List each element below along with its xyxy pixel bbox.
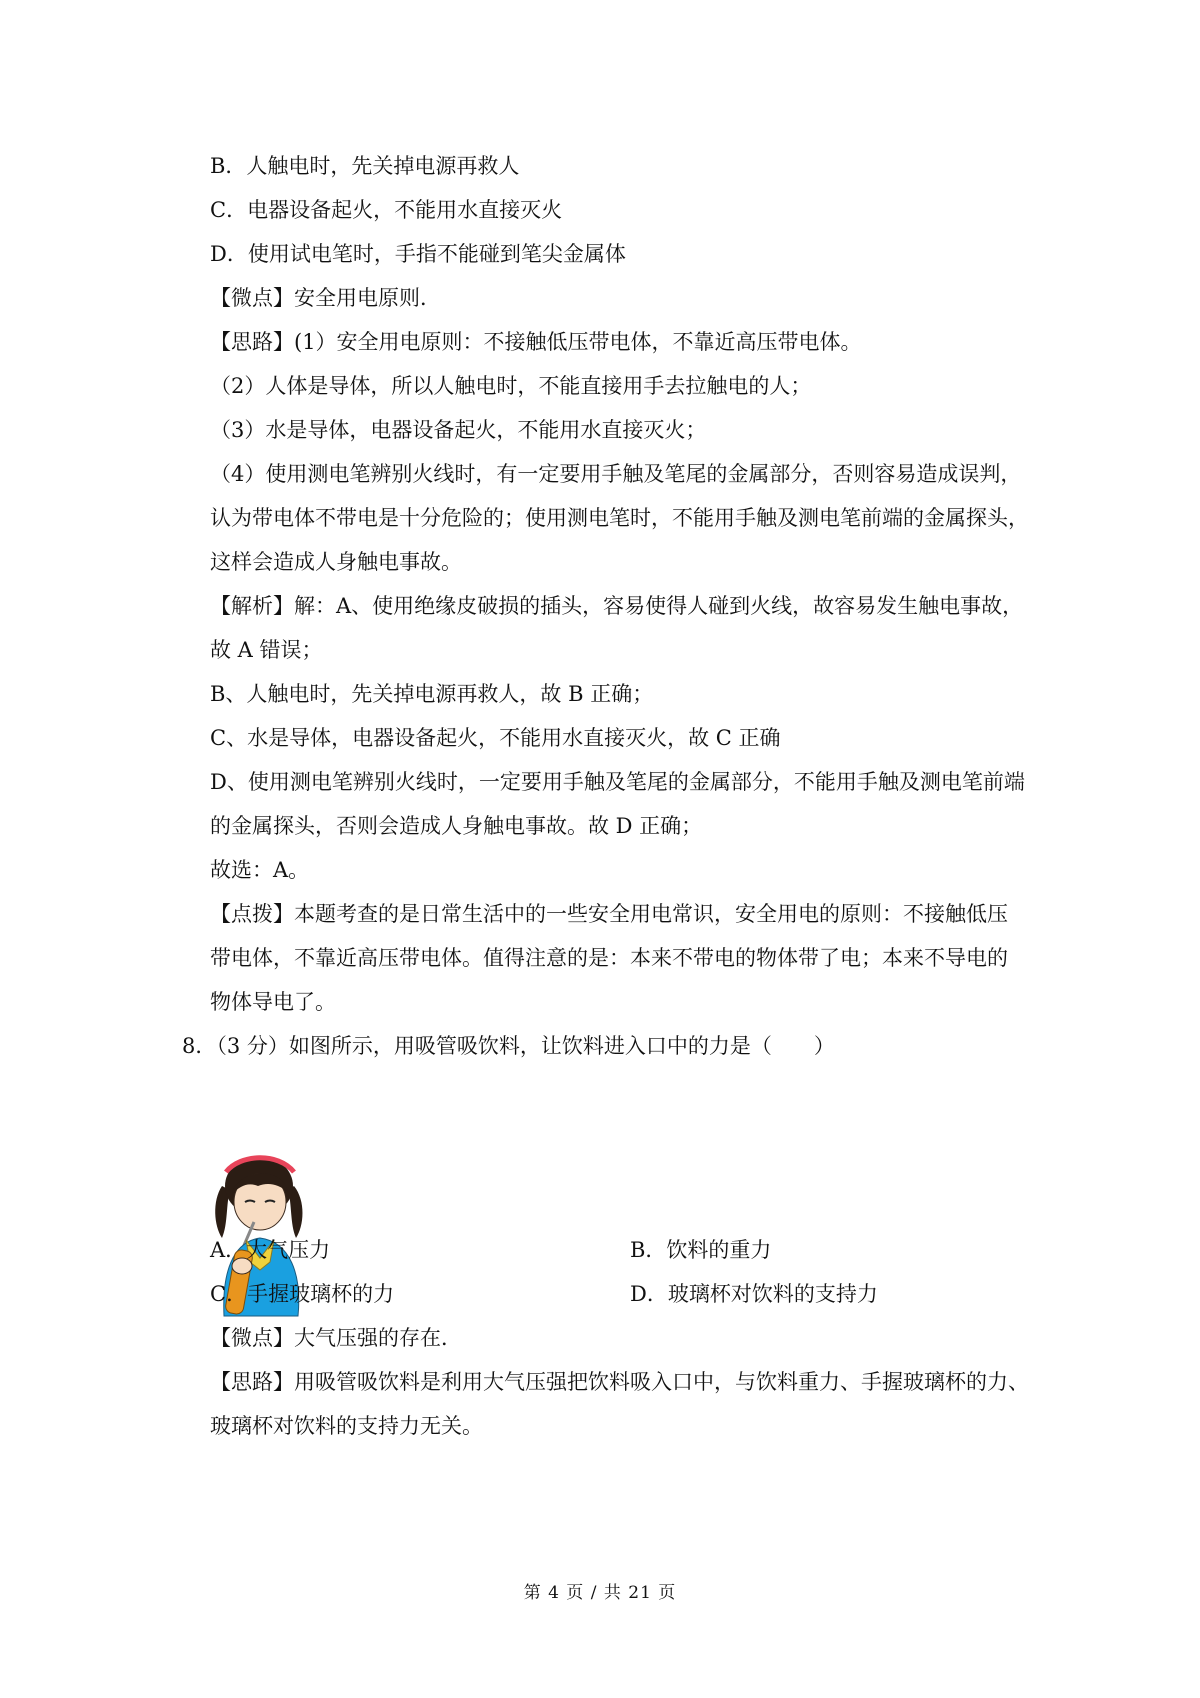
silu-line-3: （3）水是导体，电器设备起火，不能用水直接灭火；	[210, 418, 707, 442]
silu-line-1: 【思路】(1）安全用电原则：不接触低压带电体，不靠近高压带电体。	[210, 330, 862, 354]
option-b-text: B．人触电时，先关掉电源再救人	[210, 154, 520, 178]
q8-option-d: D．玻璃杯对饮料的支持力	[630, 1282, 878, 1306]
jiexi-line-1: 【解析】解：A、使用绝缘皮破损的插头，容易使得人碰到火线，故容易发生触电事故，	[210, 594, 1024, 618]
weidian-line: 【微点】安全用电原则．	[210, 286, 441, 310]
jiexi-line-3: B、人触电时，先关掉电源再救人，故 B 正确；	[210, 682, 654, 706]
page-footer: 第 4 页 / 共 21 页	[523, 1583, 677, 1603]
q8-option-c: C．手握玻璃杯的力	[210, 1282, 395, 1306]
question-8-stem: 8．（3 分）如图所示，用吸管吸饮料，让饮料进入口中的力是（ ）	[182, 1034, 835, 1058]
jiexi-line-2: 故 A 错误；	[210, 638, 323, 662]
option-d-text: D．使用试电笔时，手指不能碰到笔尖金属体	[210, 242, 626, 266]
q8-option-a: A．大气压力	[210, 1238, 331, 1262]
silu-line-2: （2）人体是导体，所以人触电时，不能直接用手去拉触电的人；	[210, 374, 812, 398]
q8-silu-line-2: 玻璃杯对饮料的支持力无关。	[210, 1414, 483, 1438]
jiexi-line-5: D、使用测电笔辨别火线时，一定要用手触及笔尾的金属部分，不能用手触及测电笔前端	[210, 770, 1025, 794]
dianbo-line-1: 【点拨】本题考查的是日常生活中的一些安全用电常识，安全用电的原则：不接触低压	[210, 902, 1008, 926]
q8-option-b: B．饮料的重力	[630, 1238, 772, 1262]
option-c-text: C．电器设备起火，不能用水直接灭火	[210, 198, 563, 222]
silu-line-4c: 这样会造成人身触电事故。	[210, 550, 462, 574]
jiexi-line-4: C、水是导体，电器设备起火，不能用水直接灭火，故 C 正确	[210, 726, 781, 750]
silu-line-4b: 认为带电体不带电是十分危险的；使用测电笔时，不能用手触及测电笔前端的金属探头，	[210, 506, 1029, 530]
dianbo-line-3: 物体导电了。	[210, 990, 336, 1014]
dianbo-line-2: 带电体，不靠近高压带电体。值得注意的是：本来不带电的物体带了电；本来不导电的	[210, 946, 1008, 970]
q8-weidian-line: 【微点】大气压强的存在．	[210, 1326, 462, 1350]
answer-line: 故选：A。	[210, 858, 310, 882]
jiexi-line-6: 的金属探头，否则会造成人身触电事故。故 D 正确；	[210, 814, 703, 838]
silu-line-4a: （4）使用测电笔辨别火线时，有一定要用手触及笔尾的金属部分，否则容易造成误判，	[210, 462, 1022, 486]
q8-silu-line-1: 【思路】用吸管吸饮料是利用大气压强把饮料吸入口中，与饮料重力、手握玻璃杯的力、	[210, 1370, 1029, 1394]
